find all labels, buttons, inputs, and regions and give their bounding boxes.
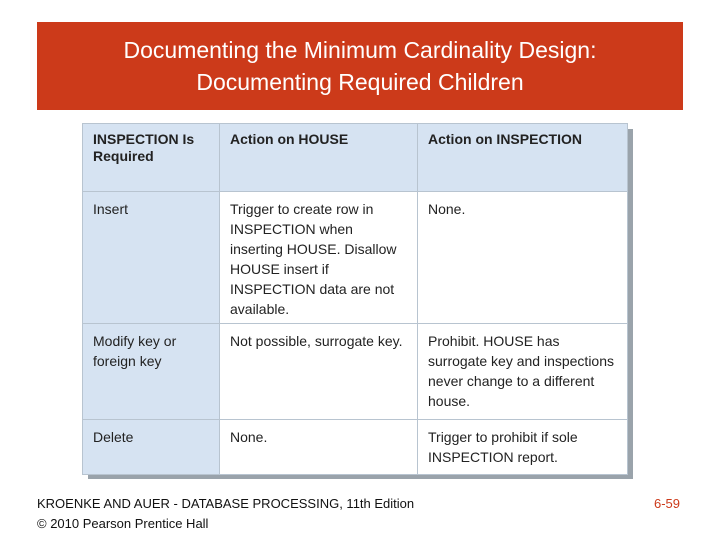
header-cell-action-house: Action on HOUSE [220, 124, 418, 192]
table-row [83, 420, 628, 475]
footer-copyright: © 2010 Pearson Prentice Hall [37, 516, 209, 531]
inspection-action-cell: None. [418, 192, 628, 324]
table-header-row [83, 124, 628, 192]
inspection-action-cell: Trigger to prohibit if sole INSPECTION report. [418, 420, 628, 475]
inspection-action-cell: Prohibit. HOUSE has surrogate key and inspections never change to a different house. [418, 324, 628, 420]
required-children-table [82, 123, 628, 475]
table-row [83, 192, 628, 324]
slide-title-line-2: Documenting Required Children [196, 69, 524, 95]
page-number: 6-59 [653, 496, 680, 511]
row-label-cell: Delete [83, 420, 220, 475]
footer-book-title: KROENKE AND AUER - DATABASE PROCESSING, 11th Edition [37, 496, 415, 511]
slide-title-line-1: Documenting the Minimum Cardinality Design: [123, 37, 597, 63]
row-label-cell: Modify key or foreign key [83, 324, 220, 420]
house-action-cell: None. [220, 420, 418, 475]
title-banner [37, 22, 683, 110]
house-action-cell: Trigger to create row in INSPECTION when inserting HOUSE. Disallow HOUSE insert if INSPECTION data are not available. [220, 192, 418, 324]
header-cell-required: INSPECTION Is Required [83, 124, 220, 192]
header-cell-action-inspection: Action on INSPECTION [418, 124, 628, 192]
house-action-cell: Not possible, surrogate key. [220, 324, 418, 420]
footer-citation [37, 494, 414, 534]
table-row [83, 324, 628, 420]
row-label-cell: Insert [83, 192, 220, 324]
table-container [82, 123, 627, 473]
